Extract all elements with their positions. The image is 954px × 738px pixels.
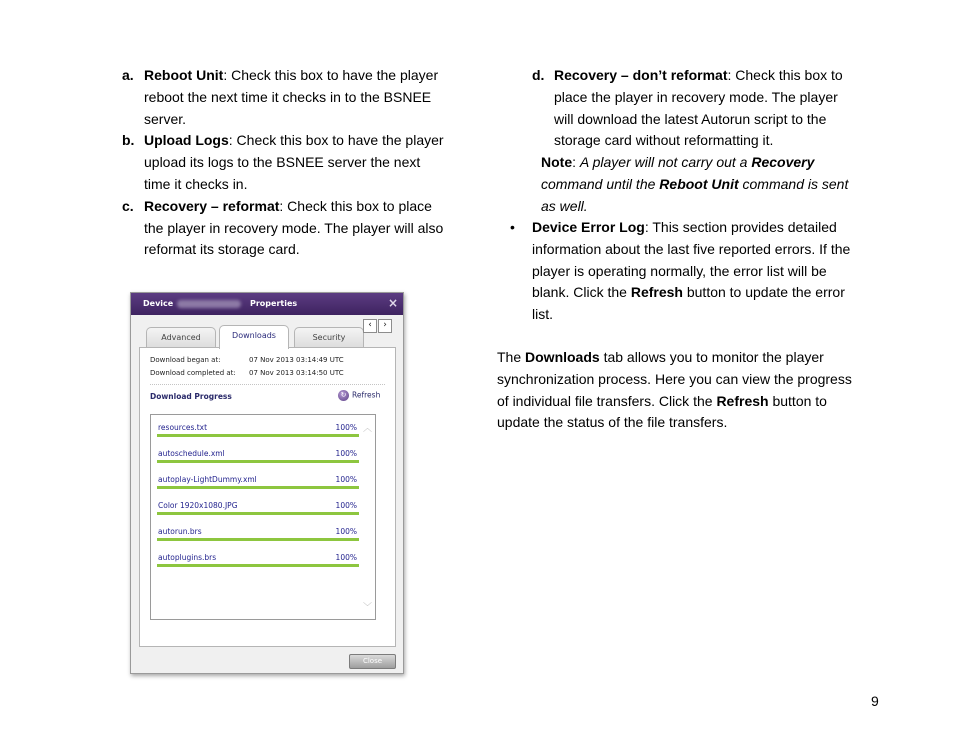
list-marker: a. [122, 67, 134, 83]
file-percent: 100% [335, 501, 357, 510]
divider [150, 384, 385, 385]
progress-fill [157, 486, 359, 489]
list-item-device-error-log: • Device Error Log: This section provides detailed information about the last five reported errors. If the player is operating normally, the error list will be blank. Click the Refresh button to update the error list. [510, 219, 851, 323]
download-progress-heading: Download Progress [150, 392, 232, 401]
bullet-marker: • [510, 219, 515, 235]
download-began-row [150, 356, 344, 364]
tab-scroll-left-button[interactable]: ‹ [363, 319, 377, 333]
refresh-label: Refresh [352, 390, 381, 400]
list-item-recovery-reformat: c. Recovery – reformat: Check this box to place the player in recovery mode. The player will also reformat its storage card. [122, 197, 444, 258]
list-marker: b. [122, 132, 135, 149]
tab-security[interactable]: Security [294, 327, 364, 348]
chevron-up-icon[interactable]: ︿ [363, 424, 373, 434]
file-percent: 100% [335, 553, 357, 562]
list-item [157, 422, 359, 442]
term: Reboot Unit [144, 67, 224, 83]
note-label: Note [541, 154, 573, 170]
file-name: autoplay-LightDummy.xml [158, 475, 257, 484]
note: Note: A player will not carry out a Recovery command until the Reboot Unit command is sent as well. [541, 154, 849, 214]
right-column [532, 65, 892, 152]
file-percent: 100% [335, 527, 357, 536]
tab-scroll-right-button[interactable]: › [378, 319, 392, 333]
progress-fill [157, 460, 359, 463]
dialog-title-suffix: Properties [250, 299, 298, 308]
page-number: 9 [871, 693, 879, 709]
list-marker: d. [532, 67, 545, 83]
downloads-panel [139, 347, 396, 647]
progress-bar [157, 486, 359, 489]
tab-downloads[interactable]: Downloads [219, 325, 289, 349]
file-name: autoplugins.brs [158, 553, 217, 562]
file-transfer-list[interactable] [150, 414, 376, 620]
progress-bar [157, 460, 359, 463]
download-completed-row [150, 369, 344, 377]
progress-fill [157, 512, 359, 515]
term: Recovery – reformat [144, 197, 280, 214]
list-item-recovery-dont-reformat: d. Recovery – don’t reformat: Check this box to place the player in recovery mode. The player will download the latest Autorun script to the storage card without reformatting it. [532, 67, 843, 149]
progress-fill [157, 564, 359, 567]
download-began-label: Download began at: [150, 356, 221, 364]
file-percent: 100% [335, 423, 357, 432]
device-properties-dialog [130, 292, 404, 674]
term: Recovery – don’t reformat [554, 67, 728, 83]
redacted-device-name [177, 300, 241, 308]
file-percent: 100% [335, 475, 357, 484]
file-name: resources.txt [158, 423, 208, 432]
chevron-down-icon[interactable]: ﹀ [363, 603, 373, 613]
progress-bar [157, 538, 359, 541]
dialog-title-bar [131, 293, 403, 315]
dialog-title-prefix: Device [143, 299, 174, 308]
tab-advanced[interactable]: Advanced [146, 327, 216, 348]
file-name: autorun.brs [158, 527, 202, 536]
progress-bar [157, 564, 359, 567]
term: Device Error Log [532, 219, 645, 235]
list-item-reboot-unit: a. Reboot Unit: Check this box to have the player reboot the next time it checks in to the BSNEE server. [122, 67, 439, 127]
list-item [157, 552, 359, 572]
bullet-device-error-log [510, 217, 880, 326]
download-completed-label: Download completed at: [150, 369, 236, 377]
file-name: autoschedule.xml [158, 449, 225, 458]
file-percent: 100% [335, 449, 357, 458]
list-item [157, 526, 359, 546]
refresh-button[interactable] [338, 390, 380, 401]
close-icon[interactable]: × [387, 296, 398, 310]
progress-fill [157, 538, 359, 541]
list-item [157, 500, 359, 520]
left-column [122, 65, 462, 261]
list-item [157, 448, 359, 468]
term: Upload Logs [144, 132, 229, 149]
download-completed-value: 07 Nov 2013 03:14:50 UTC [249, 369, 344, 377]
download-began-value: 07 Nov 2013 03:14:49 UTC [249, 356, 344, 364]
progress-bar [157, 434, 359, 437]
scrollbar[interactable] [363, 421, 373, 613]
close-button[interactable]: Close [349, 654, 396, 669]
list-item-upload-logs: b. Upload Logs: Check this box to have the player upload its logs to the BSNEE server the next time it checks in. [122, 132, 444, 192]
list-item [157, 474, 359, 494]
refresh-icon: ↻ [338, 390, 349, 401]
downloads-paragraph: The Downloads tab allows you to monitor the player synchronization process. Here you can view the progress of individual file transfers. Click the Refresh button to update the status of the file transfers. [497, 349, 852, 431]
progress-bar [157, 512, 359, 515]
progress-fill [157, 434, 359, 437]
file-name: Color 1920x1080.JPG [158, 501, 238, 510]
list-marker: c. [122, 197, 134, 214]
